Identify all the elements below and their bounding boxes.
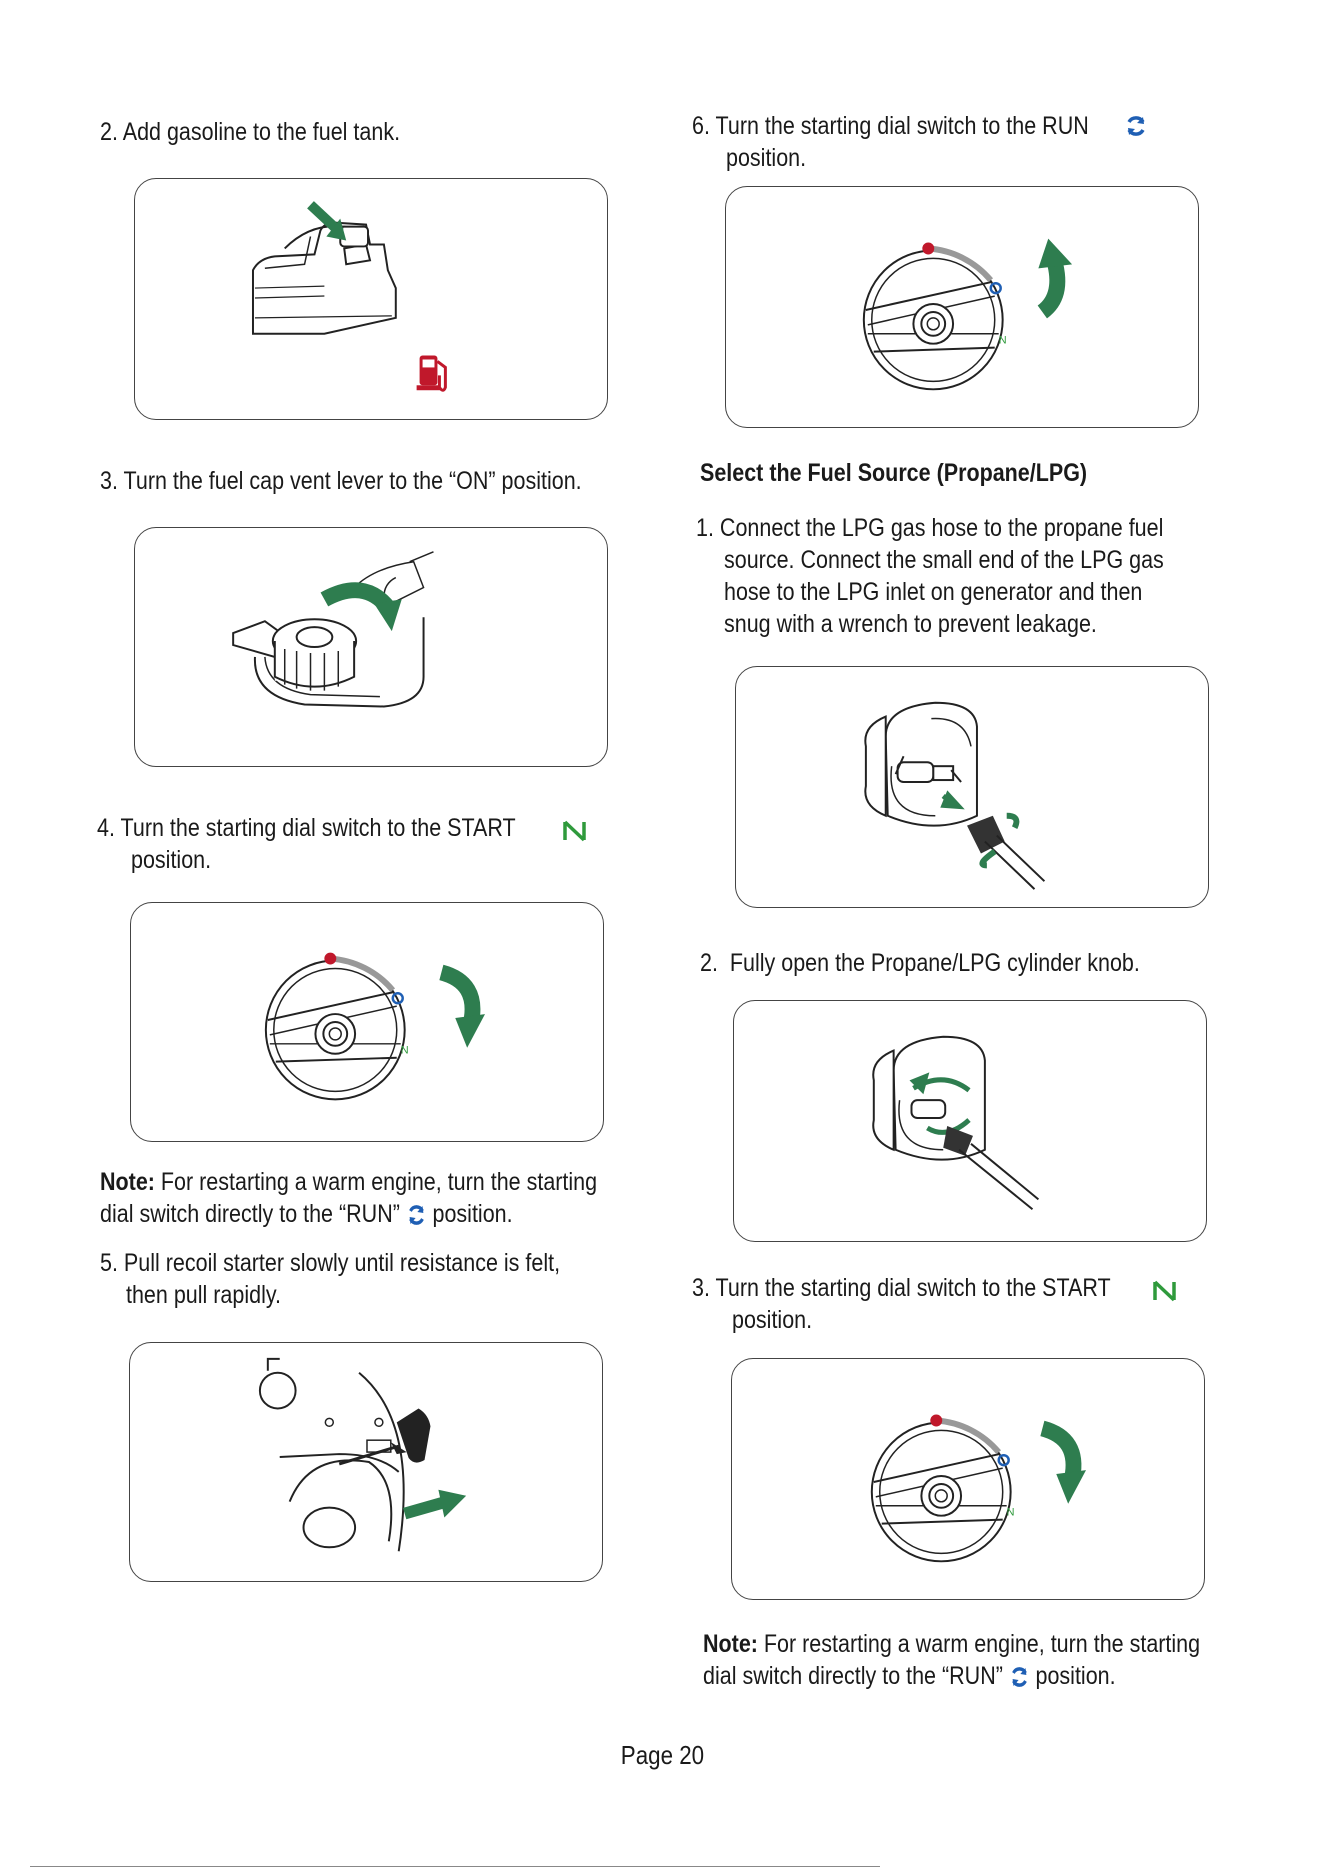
lpg-step-1-line4: snug with a wrench to prevent leakage.	[724, 610, 1097, 638]
note-right-line2: dial switch directly to the “RUN” position.	[703, 1662, 1116, 1690]
run-dial-icon	[1009, 1665, 1030, 1689]
lpg-step-3-text-line2: position.	[732, 1306, 813, 1334]
step-2-text: 2. Add gasoline to the fuel tank.	[100, 118, 401, 146]
start-dial-figure-left	[130, 902, 604, 1142]
note-right-line1: Note: For restarting a warm engine, turn the starting	[703, 1630, 1201, 1658]
step-4-text-line2: position.	[131, 846, 212, 874]
note-left-line1: Note: For restarting a warm engine, turn the starting	[100, 1168, 598, 1196]
lpg-step-3-text: 3. Turn the starting dial switch to the START	[692, 1274, 1111, 1302]
page-number: Page 20	[620, 1740, 704, 1770]
run-dial-figure	[725, 186, 1199, 428]
start-choke-icon	[1152, 1280, 1178, 1302]
fuel-tank-figure	[134, 178, 608, 420]
start-dial-figure-right	[731, 1358, 1205, 1600]
lpg-step-1-line3: hose to the LPG inlet on generator and then	[724, 578, 1143, 606]
step-5-text-line2: then pull rapidly.	[126, 1281, 281, 1309]
bottom-rule	[30, 1866, 880, 1867]
step-3-text: 3. Turn the fuel cap vent lever to the “ON” position.	[100, 467, 582, 495]
run-dial-icon	[1124, 114, 1148, 138]
step-5-text: 5. Pull recoil starter slowly until resistance is felt,	[100, 1249, 561, 1277]
step-6-text: 6. Turn the starting dial switch to the RUN	[692, 112, 1089, 140]
step-4-text: 4. Turn the starting dial switch to the START	[97, 814, 516, 842]
section-heading-fuel-source: Select the Fuel Source (Propane/LPG)	[700, 459, 1088, 487]
note-left-line2: dial switch directly to the “RUN” position.	[100, 1200, 513, 1228]
lpg-step-1-text: 1. Connect the LPG gas hose to the propane fuel	[696, 514, 1164, 542]
start-choke-icon	[562, 820, 588, 842]
run-dial-icon	[406, 1203, 427, 1227]
recoil-starter-figure	[129, 1342, 603, 1582]
step-6-text-line2: position.	[726, 144, 807, 172]
lpg-step-1-line2: source. Connect the small end of the LPG gas	[724, 546, 1164, 574]
lpg-hose-connect-figure	[735, 666, 1209, 908]
cylinder-knob-figure	[733, 1000, 1207, 1242]
fuel-cap-vent-figure	[134, 527, 608, 767]
lpg-step-2-text: 2. Fully open the Propane/LPG cylinder knob.	[700, 949, 1140, 977]
